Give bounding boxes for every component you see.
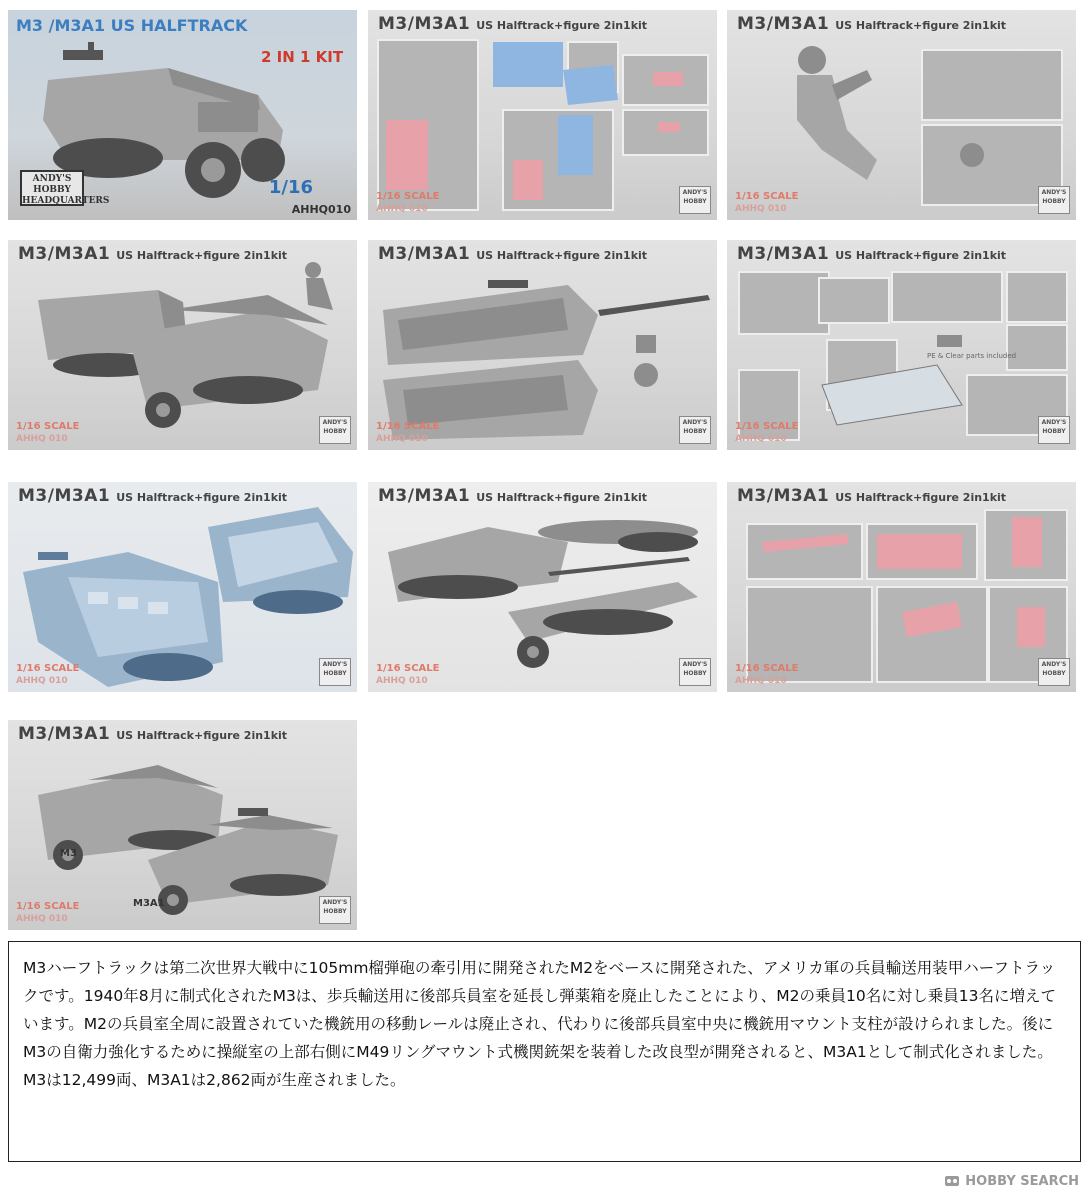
tile-title: M3/M3A1 US Halftrack+figure 2in1kit	[378, 244, 648, 264]
cover-code: AHHQ010	[291, 203, 351, 216]
pe-clear-note: PE & Clear parts included	[927, 352, 1017, 360]
cover-scale: 1/16	[268, 177, 313, 198]
interior-illustration	[368, 240, 717, 450]
cover-logo: ANDY'S HOBBY HEADQUARTERS	[20, 170, 84, 206]
product-image-6	[727, 240, 1076, 450]
cover-image	[8, 10, 357, 220]
m3-m3a1-illustration	[8, 720, 357, 930]
brand-logo: ANDY'S HOBBY	[1038, 186, 1070, 214]
product-code: AHHQ 010	[376, 434, 428, 444]
scale-label: 1/16 SCALE	[16, 901, 80, 912]
brand-logo: ANDY'S HOBBY	[679, 186, 711, 214]
chassis-illustration	[368, 482, 717, 692]
product-code: AHHQ 010	[16, 434, 68, 444]
watermark-text: HOBBY SEARCH	[965, 1173, 1079, 1189]
tile-title: M3/M3A1 US Halftrack+figure 2in1kit	[18, 724, 288, 744]
tile-title: M3/M3A1 US Halftrack+figure 2in1kit	[378, 14, 648, 34]
tile-title: M3/M3A1 US Halftrack+figure 2in1kit	[18, 486, 288, 506]
brand-logo: ANDY'S HOBBY	[679, 416, 711, 444]
tile-title: M3/M3A1 US Halftrack+figure 2in1kit	[737, 486, 1007, 506]
interior-cutaway-illustration	[8, 482, 357, 692]
product-image-7	[8, 482, 357, 692]
scale-label: 1/16 SCALE	[735, 421, 799, 432]
brand-logo: ANDY'S HOBBY	[319, 658, 351, 686]
product-code: AHHQ 010	[376, 676, 428, 686]
product-image-3	[727, 10, 1076, 220]
product-image-4	[8, 240, 357, 450]
product-code: AHHQ 010	[16, 914, 68, 924]
scale-label: 1/16 SCALE	[376, 191, 440, 202]
hobby-search-logo-icon	[944, 1173, 960, 1189]
product-code: AHHQ 010	[735, 676, 787, 686]
scale-label: 1/16 SCALE	[376, 421, 440, 432]
scale-label: 1/16 SCALE	[16, 421, 80, 432]
tile-title: M3/M3A1 US Halftrack+figure 2in1kit	[737, 14, 1007, 34]
scale-label: 1/16 SCALE	[376, 663, 440, 674]
product-image-10	[8, 720, 357, 930]
scale-label: 1/16 SCALE	[735, 663, 799, 674]
product-code: AHHQ 010	[735, 434, 787, 444]
product-image-9	[727, 482, 1076, 692]
product-image-5	[368, 240, 717, 450]
product-code: AHHQ 010	[735, 204, 787, 214]
figure-illustration	[727, 10, 1076, 220]
brand-logo: ANDY'S HOBBY	[319, 896, 351, 924]
m3a1-label: M3A1	[133, 898, 165, 909]
tile-title: M3/M3A1 US Halftrack+figure 2in1kit	[18, 244, 288, 264]
product-image-8	[368, 482, 717, 692]
detail-parts-illustration	[368, 10, 717, 220]
product-code: AHHQ 010	[16, 676, 68, 686]
cover-title: M3 /M3A1 US HALFTRACK	[16, 16, 248, 35]
tile-title: M3/M3A1 US Halftrack+figure 2in1kit	[378, 486, 648, 506]
hobby-search-watermark	[944, 1170, 1079, 1192]
brand-logo: ANDY'S HOBBY	[1038, 416, 1070, 444]
m3-label: M3	[60, 848, 77, 859]
two-halftracks-illustration	[8, 240, 357, 450]
product-code: AHHQ 010	[376, 204, 428, 214]
armor-detail-illustration	[727, 482, 1076, 692]
cover-kit-label: 2 IN 1 KIT	[261, 48, 344, 66]
parts-illustration	[727, 240, 1076, 450]
product-description: M3ハーフトラックは第二次世界大戦中に105mm榴弾砲の牽引用に開発されたM2をベースに開発された、アメリカ軍の兵員輸送用装甲ハーフトラックです。1940年8月に制式化されたM3は、歩兵輸送用に後部兵員室を延長し弾薬箱を廃止したことにより、M2の乗員10名に対し乗員13名に増えています。M2の兵員室全周に設置されていた機銃用の移動レールは廃止され、代わりに後部兵員室中央に機銃用マウント支柱が設けられました。後にM3の自衛力強化するために操縦室の上部右側にM49リングマウント式機関銃架を装着した改良型が開発されると、M3A1として制式化されました。M3は12,499両、M3A1は2,862両が生産されました。	[8, 941, 1081, 1162]
tile-title: M3/M3A1 US Halftrack+figure 2in1kit	[737, 244, 1007, 264]
scale-label: 1/16 SCALE	[735, 191, 799, 202]
brand-logo: ANDY'S HOBBY	[679, 658, 711, 686]
brand-logo: ANDY'S HOBBY	[1038, 658, 1070, 686]
scale-label: 1/16 SCALE	[16, 663, 80, 674]
product-image-2	[368, 10, 717, 220]
brand-logo: ANDY'S HOBBY	[319, 416, 351, 444]
